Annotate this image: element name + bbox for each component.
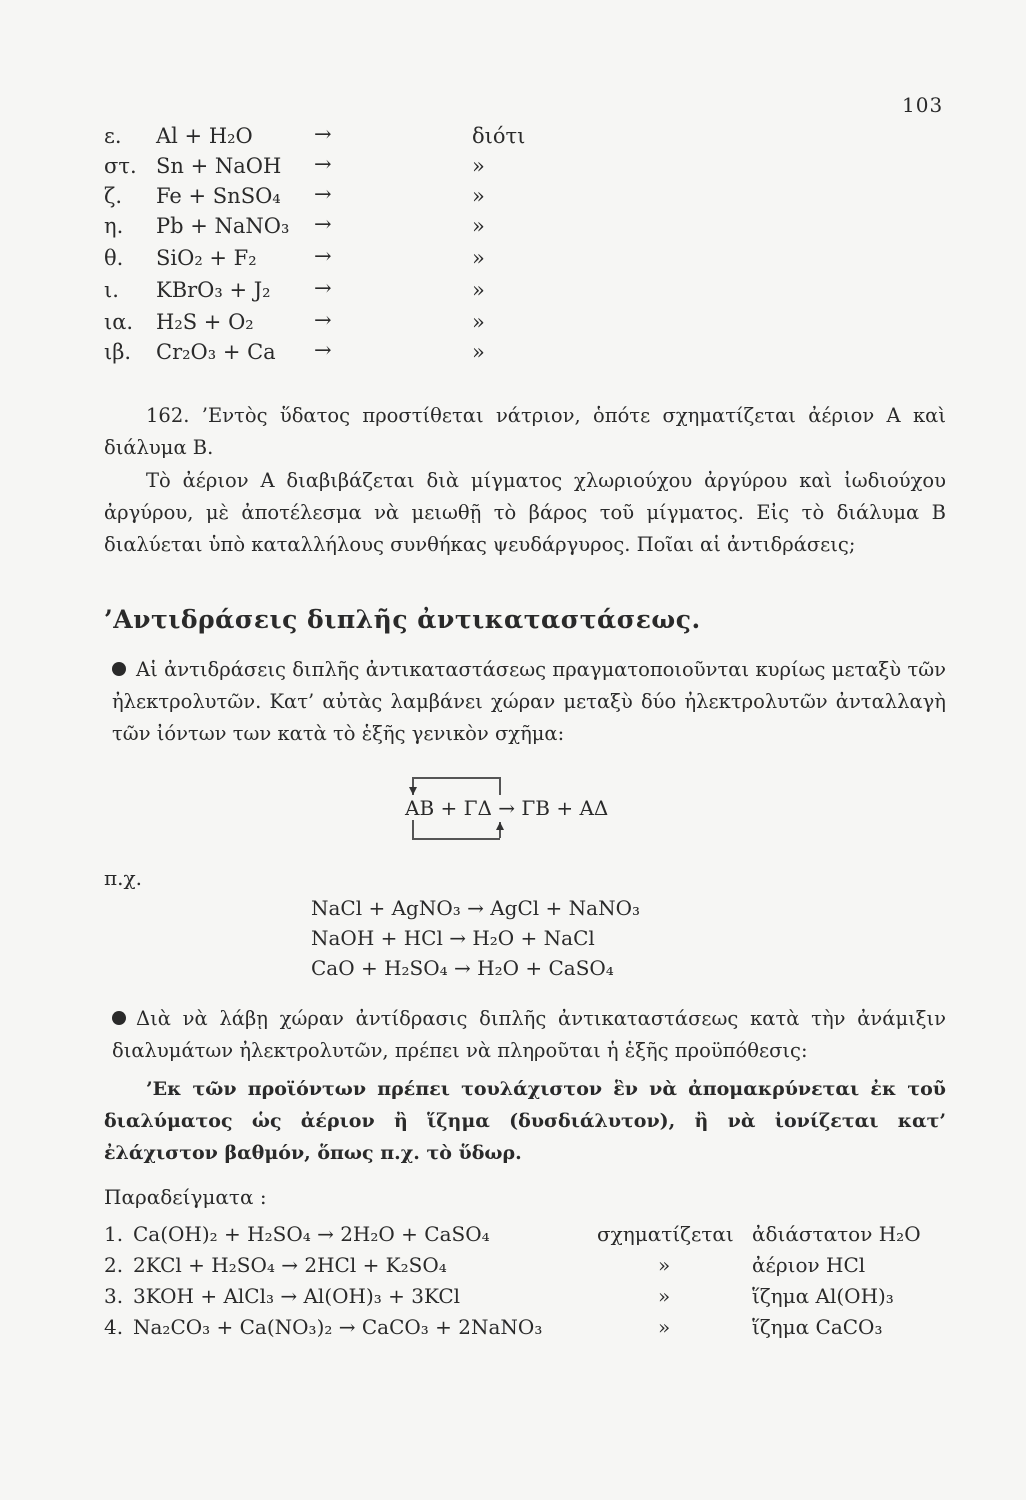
exercise-equation: Sn + NaOH [156, 154, 282, 178]
exercise-label: στ. [104, 154, 137, 178]
exchange-line [412, 777, 500, 779]
example-number: 4. [104, 1315, 124, 1339]
general-scheme: ΑΒ + ΓΔ → ΓΒ + ΑΔ [405, 796, 609, 820]
exercise-item [104, 276, 664, 304]
example-equation: Ca(OH)₂ + H₂SO₄ → 2H₂O + CaSO₄ [133, 1222, 490, 1246]
example-label: π.χ. [104, 866, 142, 890]
arrow-icon: → [314, 182, 332, 206]
exercise-note: » [472, 214, 485, 238]
exercise-note: » [472, 340, 485, 364]
exercise-note: » [472, 154, 485, 178]
example-ditto: σχηματίζεται [597, 1222, 734, 1246]
exercise-equation: SiO₂ + F₂ [156, 246, 257, 270]
exercise-item [104, 308, 664, 336]
arrow-icon: → [314, 244, 332, 268]
example-equation: 3KOH + AlCl₃ → Al(OH)₃ + 3KCl [133, 1284, 461, 1308]
arrow-icon: → [314, 152, 332, 176]
exercise-equation: H₂S + O₂ [156, 310, 254, 334]
exercise-label: ιβ. [104, 340, 132, 364]
exercise-equation: Pb + NaNO₃ [156, 214, 290, 238]
exercise-item [104, 244, 664, 272]
bullet-icon [112, 1011, 126, 1025]
example-reaction: NaCl + AgNO₃ → AgCl + NaNO₃ [311, 896, 640, 920]
exercise-label: ι. [104, 278, 119, 302]
exercise-note: » [472, 310, 485, 334]
exchange-line [499, 777, 501, 795]
example-number: 3. [104, 1284, 124, 1308]
exercise-item [104, 152, 664, 180]
bullet-paragraph-2 [112, 1003, 946, 1067]
bullet-1-text: Αἱ ἀντιδράσεις διπλῆς ἀντικαταστάσεως πραγματοποιοῦνται κυρίως μεταξὺ τῶν ἠλεκτρολυτῶν. Κατ’ αὐτὰς λαμβάνει χώραν μεταξὺ δύο ἠλεκτρολυτῶν ἀνταλλαγὴ τῶν ἰόντων των κατὰ τὸ ἑξῆς γενικὸν σχῆμα: [112, 658, 946, 745]
exercise-label: η. [104, 214, 124, 238]
bullet-paragraph-1 [112, 654, 946, 750]
condition-statement: ’Εκ τῶν προϊόντων πρέπει τουλάχιστον ἓν νὰ ἀπομακρύνεται ἐκ τοῦ διαλύματος ὡς ἀέριον ἢ ἵζημα (δυσδιάλυτον), ἢ νὰ ἰονίζεται κατ’ ἐλάχιστον βαθμόν, ὅπως π.χ. τὸ ὕδωρ. [104, 1078, 946, 1164]
exercise-label: θ. [104, 246, 124, 270]
exercise-item [104, 182, 664, 210]
exercise-note: » [472, 246, 485, 270]
problem-162-intro: 162. ’Εντὸς ὕδατος προστίθεται νάτριον, ὁπότε σχηματίζεται ἀέριον Α καὶ διάλυμα Β. [104, 404, 946, 459]
example-result: ἵζημα CaCO₃ [752, 1315, 883, 1339]
exchange-line [412, 820, 414, 838]
exercise-item [104, 212, 664, 240]
exercise-label: ζ. [104, 184, 123, 208]
example-equation: 2KCl + H₂SO₄ → 2HCl + K₂SO₄ [133, 1253, 447, 1277]
example-number: 1. [104, 1222, 124, 1246]
arrow-down-icon [409, 787, 417, 795]
arrow-icon: → [314, 308, 332, 332]
bullet-icon [112, 662, 126, 676]
exercise-equation: Fe + SnSO₄ [156, 184, 281, 208]
arrow-icon: → [314, 276, 332, 300]
arrow-icon: → [314, 338, 332, 362]
exercise-item [104, 122, 664, 150]
exercise-equation: Cr₂O₃ + Ca [156, 340, 276, 364]
example-reaction: CaO + H₂SO₄ → H₂O + CaSO₄ [311, 956, 614, 980]
page-number: 103 [902, 93, 944, 117]
example-ditto: » [658, 1253, 671, 1277]
section-heading: ’Αντιδράσεις διπλῆς ἀντικαταστάσεως. [104, 605, 701, 634]
example-ditto: » [658, 1315, 671, 1339]
arrow-icon: → [314, 212, 332, 236]
exchange-line [412, 838, 500, 840]
examples-heading: Παραδείγματα : [104, 1185, 267, 1209]
example-result: ἀέριον HCl [752, 1253, 866, 1277]
arrow-up-icon [496, 822, 504, 830]
exercise-note: διότι [472, 124, 526, 148]
bullet-2-text: Διὰ νὰ λάβῃ χώραν ἀντίδρασις διπλῆς ἀντικαταστάσεως κατὰ τὴν ἀνάμιξιν διαλυμάτων ἠλεκτρολυτῶν, πρέπει νὰ πληροῦται ἡ ἑξῆς προϋπόθεσις: [112, 1007, 946, 1062]
example-result: ἀδιάστατον H₂O [752, 1222, 921, 1246]
example-equation: Na₂CO₃ + Ca(NO₃)₂ → CaCO₃ + 2NaNO₃ [133, 1315, 543, 1339]
problem-162-body: Τὸ ἀέριον Α διαβιβάζεται διὰ μίγματος χλωριούχου ἀργύρου καὶ ἰωδιούχου ἀργύρου, μὲ ἀποτέλεσμα νὰ μειωθῇ τὸ βάρος τοῦ μίγματος. Εἰς τὸ διάλυμα Β διαλύεται ὑπὸ καταλλήλους συνθήκας ψευδάργυρος. Ποῖαι αἱ ἀντιδράσεις; [104, 469, 946, 556]
exercise-item [104, 338, 664, 366]
exercise-equation: Al + H₂O [156, 124, 253, 148]
exercise-note: » [472, 184, 485, 208]
example-ditto: » [658, 1284, 671, 1308]
exercise-note: » [472, 278, 485, 302]
example-result: ἵζημα Al(OH)₃ [752, 1284, 894, 1308]
arrow-icon: → [314, 122, 332, 146]
exercise-equation: KBrO₃ + J₂ [156, 278, 271, 302]
example-number: 2. [104, 1253, 124, 1277]
exercise-label: ια. [104, 310, 134, 334]
exercise-label: ε. [104, 124, 122, 148]
example-reaction: NaOH + HCl → H₂O + NaCl [311, 926, 595, 950]
